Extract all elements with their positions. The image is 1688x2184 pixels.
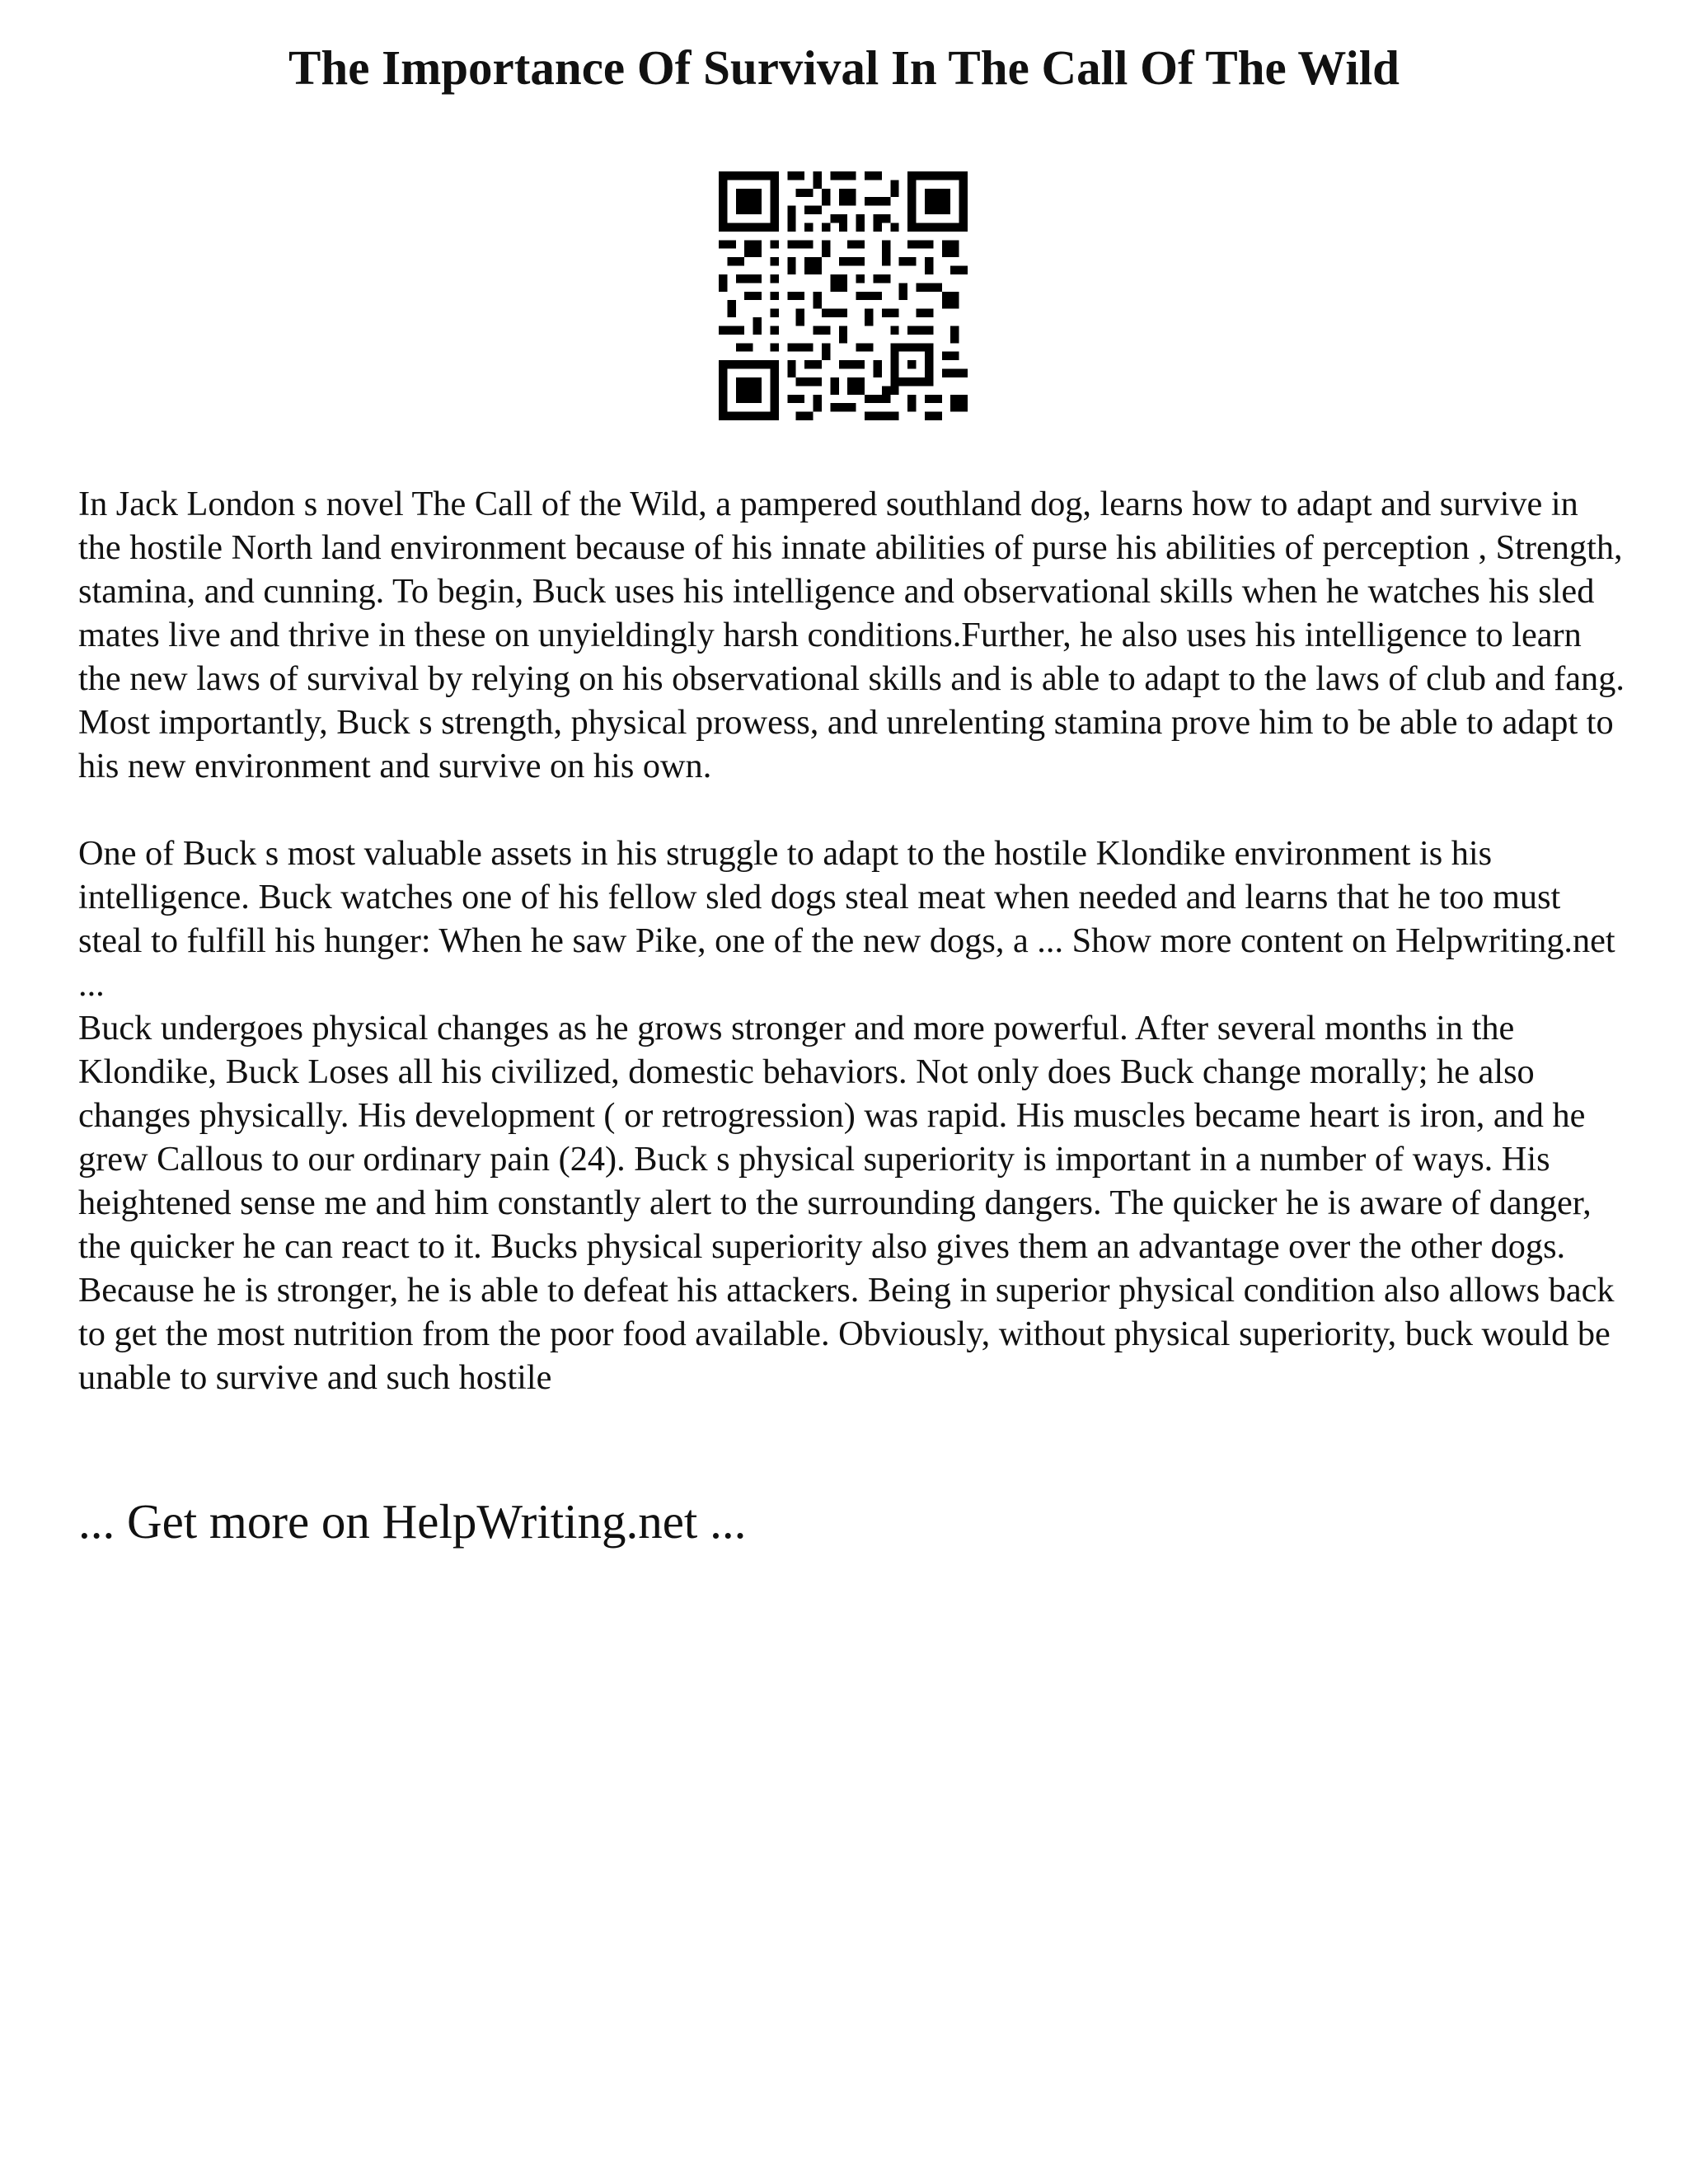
paragraph-intro: In Jack London s novel The Call of the Wild, a pampered southland dog, learns how to adapt and survive in the hostile North land environment because of his innate abilities of purse his abilities of perception , Strength, stamina, and cunning. To begin, Buck uses his intelligence and observational skills when he watches his sled mates live and thrive in these on unyieldingly harsh conditions.Further, he also uses his intelligence to learn the new laws of survival by relying on his observational skills and is able to adapt to the laws of club and fang. Most importantly, Buck s strength, physical prowess, and unrelenting stamina prove him to be able to adapt to his new environment and survive on his own. bbox=[78, 485, 1625, 785]
document-body bbox=[78, 482, 1628, 1399]
paragraph-physical: Buck undergoes physical changes as he grows stronger and more powerful. After several months in the Klondike, Buck Loses all his civilized, domestic behaviors. Not only does Buck change morally; he also changes physically. His development ( or retrogression) was rapid. His muscles became heart is iron, and he grew Callous to our ordinary pain (24). Buck s physical superiority is important in a number of ways. His heightened sense me and him constantly alert to the surrounding dangers. The quicker he is aware of danger, the quicker he can react to it. Bucks physical superiority also gives them an advantage over the other dogs. Because he is stronger, he is able to defeat his attackers. Being in superior physical condition also allows back to get the most nutrition from the poor food available. Obviously, without physical superiority, buck would be unable to survive and such hostile bbox=[78, 1009, 1615, 1397]
paragraph-gap bbox=[78, 788, 1628, 832]
paragraph-intelligence: One of Buck s most valuable assets in his struggle to adapt to the hostile Klondike environment is his intelligence. Buck watches one of his fellow sled dogs steal meat when needed and learns that he too must steal to fulfill his hunger: When he saw Pike, one of the new dogs, a ... Show more content on Helpwriting.net ... bbox=[78, 834, 1615, 1004]
qr-code-icon bbox=[719, 171, 968, 420]
get-more-link[interactable]: ... Get more on HelpWriting.net ... bbox=[78, 1494, 747, 1549]
document-title: The Importance Of Survival In The Call Of The Wild bbox=[288, 40, 1400, 95]
